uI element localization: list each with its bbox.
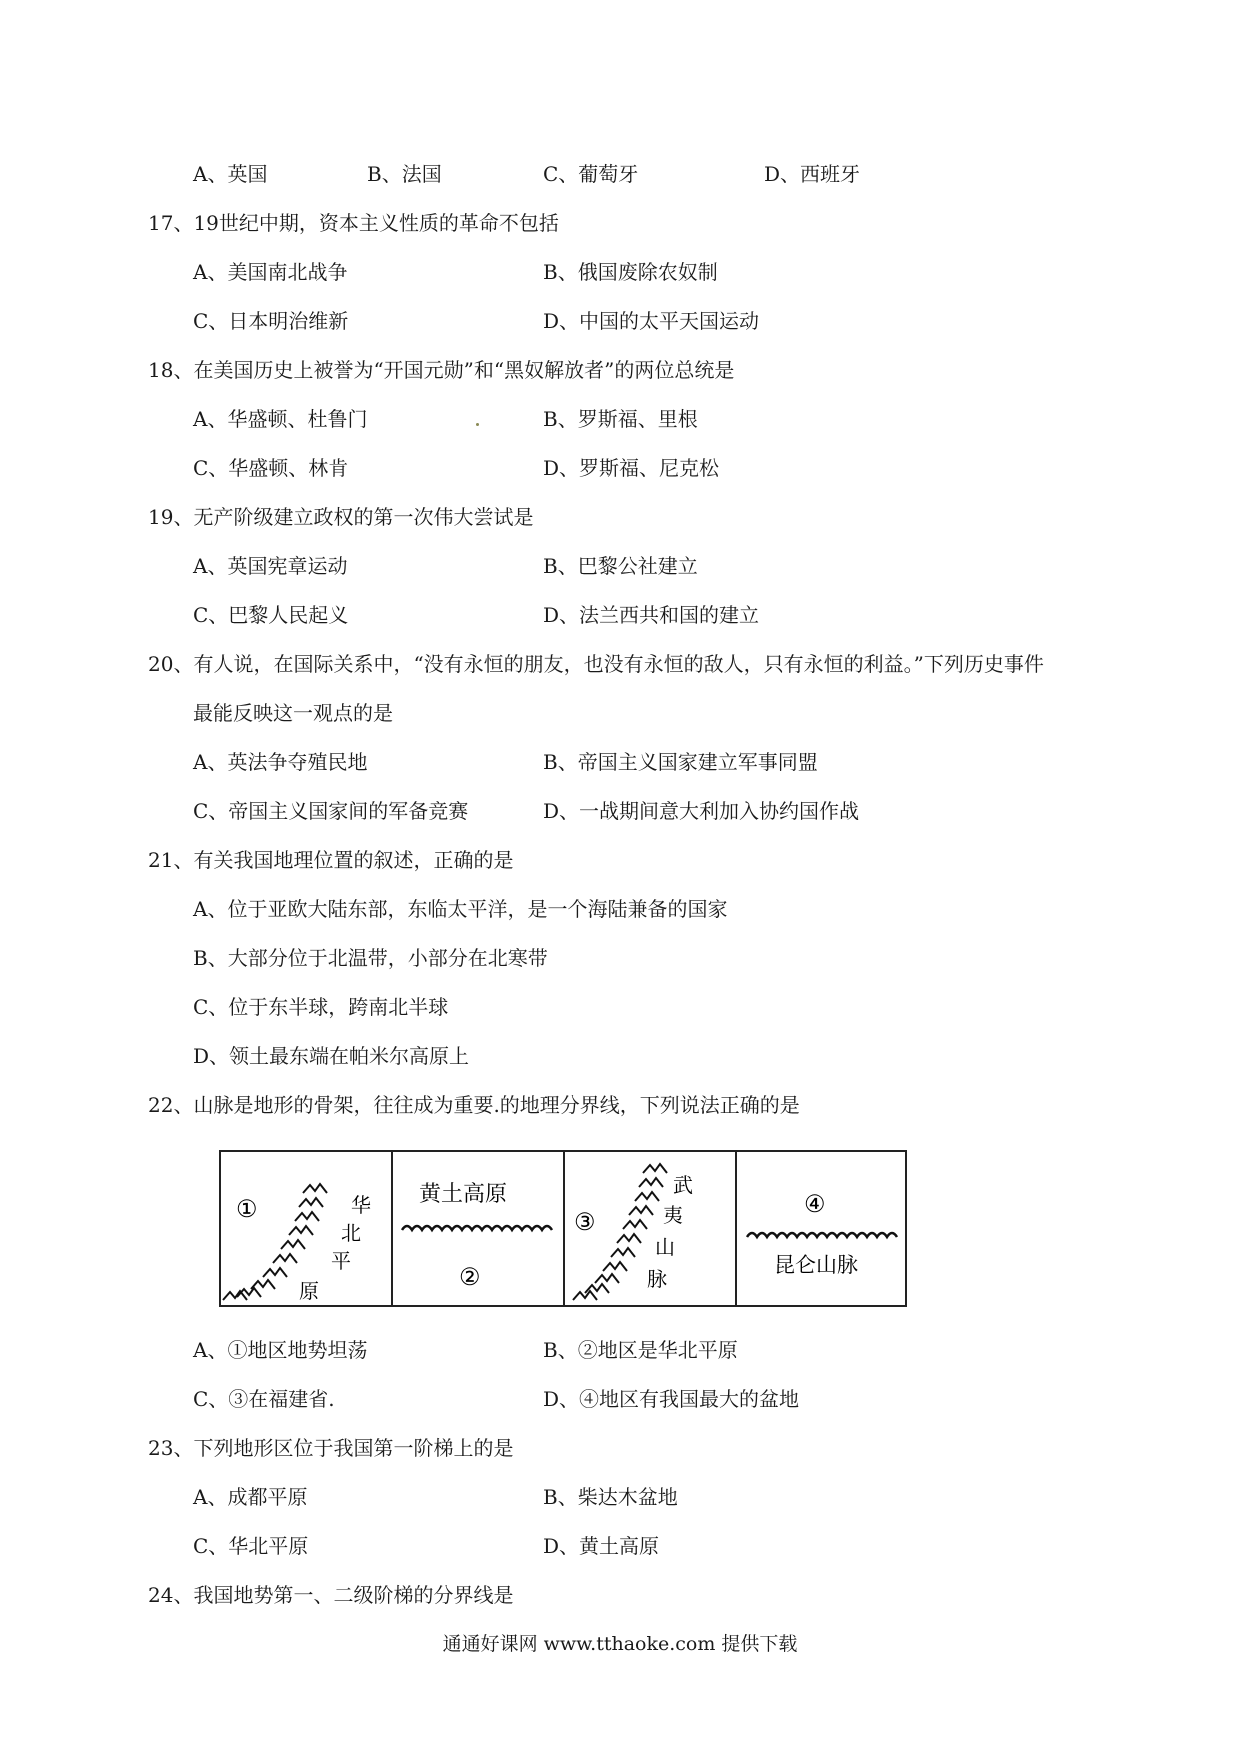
question-18-stem: 18、在美国历史上被誉为“开国元勋”和“黑奴解放者”的两位总统是: [148, 358, 735, 382]
question-20-stem-continued: 最能反映这一观点的是: [193, 701, 393, 725]
panel-1-label-3: 平: [331, 1249, 351, 1273]
q22-option-b: B、②地区是华北平原: [543, 1338, 738, 1362]
q22-option-a: A、①地区地势坦荡: [193, 1338, 368, 1362]
q21-option-d: D、领土最东端在帕米尔高原上: [193, 1044, 470, 1068]
panel-3-label-1: 武: [673, 1173, 693, 1197]
panel-1-label-4: 原: [299, 1279, 319, 1303]
q19-option-d: D、法兰西共和国的建立: [543, 603, 760, 627]
q18-option-a: A、华盛顿、杜鲁门: [193, 407, 368, 431]
q18-option-b: B、罗斯福、里根: [543, 407, 698, 431]
q19-option-c: C、巴黎人民起义: [193, 603, 349, 627]
panel-2-mark: ②: [459, 1263, 481, 1291]
prev-option-d: D、西班牙: [764, 162, 861, 186]
question-23-stem: 23、下列地形区位于我国第一阶梯上的是: [148, 1436, 514, 1460]
q22-option-c: C、③在福建省.: [193, 1387, 335, 1411]
panel-1-label-2: 北: [341, 1221, 361, 1245]
panel-3-mark: ③: [574, 1208, 596, 1236]
q21-option-a: A、位于亚欧大陆东部，东临太平洋，是一个海陆兼备的国家: [193, 897, 728, 921]
q18-option-c: C、华盛顿、林肯: [193, 456, 349, 480]
terrain-figure: [219, 1150, 907, 1307]
q21-option-c: C、位于东半球，跨南北半球: [193, 995, 449, 1019]
panel-3-label-4: 脉: [647, 1267, 667, 1291]
q17-option-c: C、日本明治维新: [193, 309, 349, 333]
q22-option-d: D、④地区有我国最大的盆地: [543, 1387, 800, 1411]
prev-option-a: A、英国: [193, 162, 268, 186]
q21-option-b: B、大部分位于北温带，小部分在北寒带: [193, 946, 548, 970]
prev-option-c: C、葡萄牙: [543, 162, 639, 186]
footer-site: 通通好课网: [442, 1633, 538, 1655]
panel-2-label: 黄土高原: [419, 1182, 508, 1207]
q20-option-a: A、英法争夺殖民地: [193, 750, 368, 774]
q23-option-d: D、黄土高原: [543, 1534, 660, 1558]
q17-option-a: A、美国南北战争: [193, 260, 348, 284]
q23-option-a: A、成都平原: [193, 1485, 308, 1509]
question-17-stem: 17、19世纪中期，资本主义性质的革命不包括: [148, 211, 559, 235]
question-21-stem: 21、有关我国地理位置的叙述，正确的是: [148, 848, 514, 872]
panel-4-mark: ④: [804, 1190, 826, 1218]
q19-option-b: B、巴黎公社建立: [543, 554, 698, 578]
q20-option-d: D、一战期间意大利加入协约国作战: [543, 799, 860, 823]
footer-suffix: 提供下载: [721, 1633, 798, 1655]
q17-option-d: D、中国的太平天国运动: [543, 309, 760, 333]
panel-1-mark: ①: [236, 1195, 258, 1223]
page-footer: [0, 1629, 1240, 1656]
footer-url[interactable]: www.tthaoke.com: [543, 1633, 716, 1655]
q20-option-b: B、帝国主义国家建立军事同盟: [543, 750, 818, 774]
q17-option-b: B、俄国废除农奴制: [543, 260, 718, 284]
q20-option-c: C、帝国主义国家间的军备竞赛: [193, 799, 469, 823]
panel-4-label: 昆仑山脉: [774, 1253, 858, 1277]
question-22-stem: 22、山脉是地形的骨架，往往成为重要.的地理分界线，下列说法正确的是: [148, 1093, 800, 1117]
q23-option-b: B、柴达木盆地: [543, 1485, 678, 1509]
question-20-stem: 20、有人说，在国际关系中，“没有永恒的朋友，也没有永恒的敌人，只有永恒的利益。”下列历史事件: [148, 652, 1044, 676]
panel-3-label-2: 夷: [663, 1203, 683, 1227]
question-24-stem: 24、我国地势第一、二级阶梯的分界线是: [148, 1583, 514, 1607]
question-19-stem: 19、无产阶级建立政权的第一次伟大尝试是: [148, 505, 534, 529]
panel-1-label-1: 华: [351, 1193, 371, 1217]
q23-option-c: C、华北平原: [193, 1534, 309, 1558]
q19-option-a: A、英国宪章运动: [193, 554, 348, 578]
panel-3-label-3: 山: [655, 1235, 675, 1259]
q18-option-d: D、罗斯福、尼克松: [543, 456, 720, 480]
stray-dot: [476, 423, 479, 426]
prev-option-b: B、法国: [367, 162, 442, 186]
